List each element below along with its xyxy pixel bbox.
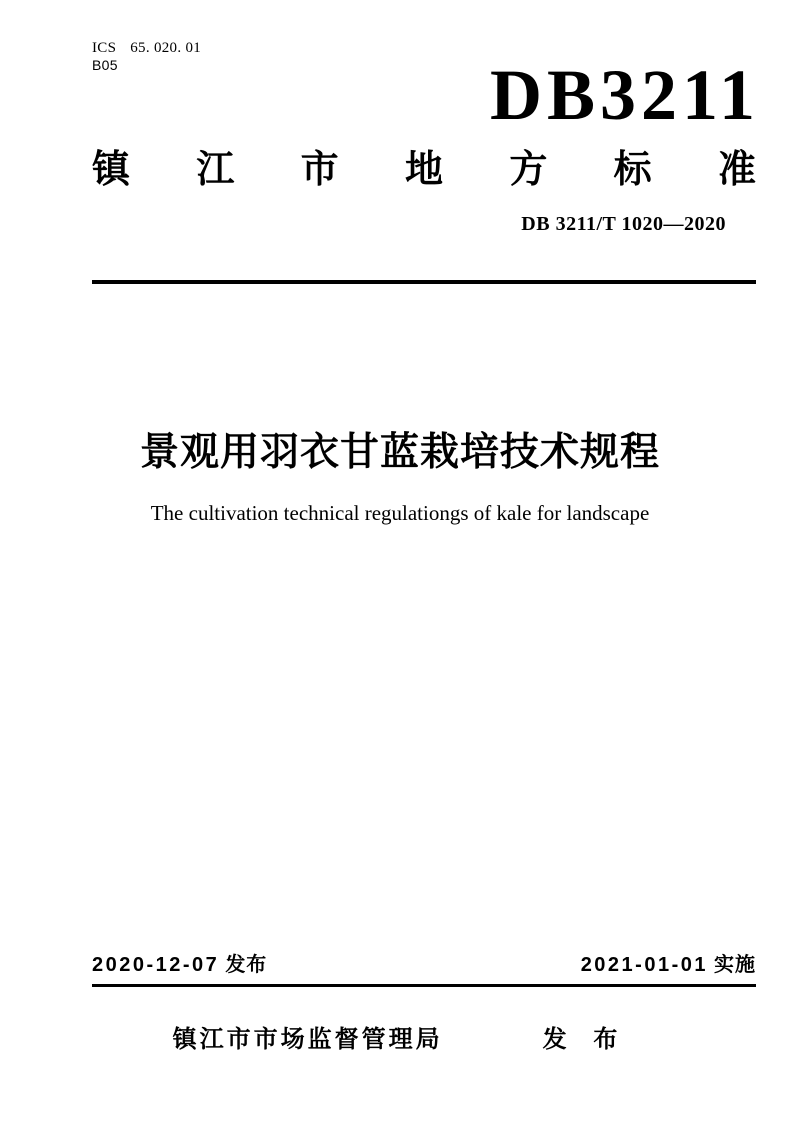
standard-number: DB 3211/T 1020—2020 [521,213,726,235]
standard-name-char: 标 [613,149,652,191]
implement-date-group [581,951,756,979]
dates-row [92,951,756,979]
issue-date: 2020-12-07 [92,954,220,976]
db-code: DB3211 [489,55,760,135]
publisher-row [0,1025,800,1055]
standard-title-zh: 景观用羽衣甘蓝栽培技术规程 [139,431,660,474]
standard-name-char: 镇 [92,149,131,191]
standard-name-char: 准 [717,149,756,191]
dates-rule [92,984,756,987]
issue-label: 发布 [225,954,268,976]
standard-title-en: The cultivation technical regulationgs of kale for landscape [150,501,650,525]
publisher-name: 镇江市市场监督管理局 [172,1026,443,1053]
header-rule [92,280,756,284]
implement-label: 实施 [714,954,756,976]
standard-name [92,148,756,192]
doc-class-code: B05 [92,57,118,73]
standard-name-char: 江 [196,149,235,191]
ics-block [92,40,201,74]
publish-label: 发 布 [542,1026,628,1053]
standard-name-char: 地 [404,149,443,191]
standard-name-char: 市 [300,149,339,191]
ics-line [92,40,201,57]
issue-date-group [92,951,267,979]
implement-date: 2021-01-01 [580,954,708,976]
ics-label: ICS [92,40,117,56]
standard-name-char: 方 [509,149,548,191]
ics-code: 65. 020. 01 [130,40,202,56]
